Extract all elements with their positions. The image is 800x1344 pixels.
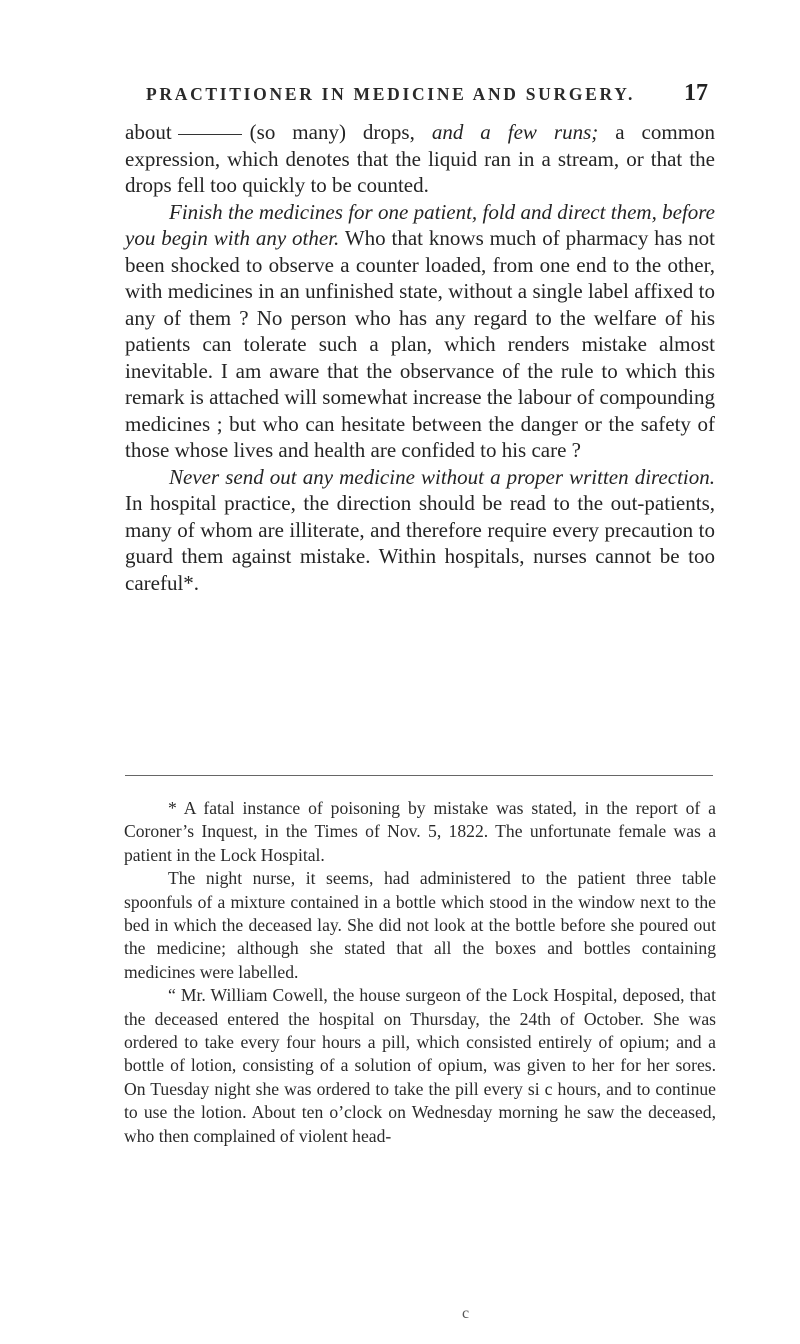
paragraph-text: Who that knows much of pharmacy has not been shocked to observe a counter loaded, from one end to the other, with medicines in an unfinished state, without a single label affixed to any of them ? No person who has any regard to the welfare of his patients can tolerate such a plan, which renders mistake almost inevitable. I am aware that the observance of the rule to which this remark is attached will somewhat increase the labour of compounding medicines ; but who can hesitate between the danger or the safety of those whose lives and health are confided to his care ? <box>125 226 715 462</box>
running-head <box>132 80 712 114</box>
rule-heading-italic: Finish the medicines for one patient, fold and direct them, before you begin with any other. <box>125 199 715 250</box>
paragraph-text: In hospital practice, the direction should be read to the out-patients, many of whom are illiterate, and therefore require every precaution to guard them against mistake. Within hospitals, nurses cannot be too careful*. <box>125 491 715 595</box>
page-number: 17 <box>684 80 708 106</box>
footnote <box>124 797 716 1148</box>
paragraph-text: (so many) drops, <box>249 120 415 144</box>
em-dash-rule <box>178 134 242 135</box>
footnote-paragraph: * A fatal instance of poisoning by mistake was stated, in the report of a Coroner’s Inquest, in the Times of Nov. 5, 1822. The unfortunate female was a patient in the Lock Hospital. <box>124 798 716 865</box>
paragraph-rule-written-direction <box>125 464 715 597</box>
paragraph-continuation <box>125 119 715 199</box>
paragraph-text: a common expression, which denotes that the liquid ran in a stream, or that the drops fell too quickly to be counted. <box>125 120 716 197</box>
footnote-paragraph: The night nurse, it seems, had administered to the patient three table spoonfuls of a mixture contained in a bottle which stood in the window next to the bed in which the deceased lay. She did not look at the bottle before she poured out the medicine; although she stated that all the boxes and bottles containing medicines were labelled. <box>124 868 716 982</box>
footnote-paragraph: “ Mr. William Cowell, the house surgeon of the Lock Hospital, deposed, that the deceased entered the hospital on Thursday, the 24th of October. She was ordered to take every four hours a pill, which consisted entirely of opium; and a bottle of lotion, consisting of a solution of opium, was given to her for her sores. On Tuesday night she was ordered to take the pill every si c hours, and to continue to use the lotion. About ten o’clock on Wednesday morning he saw the deceased, who then complained of violent head- <box>124 985 716 1146</box>
rule-heading-italic: Never send out any medicine without a proper written direction. <box>169 464 715 489</box>
paragraph-rule-finish-medicines <box>125 199 715 464</box>
signature-mark: c <box>462 1305 470 1322</box>
running-title: PRACTITIONER IN MEDICINE AND SURGERY. <box>146 84 636 104</box>
italic-phrase: and a few runs; <box>431 120 599 144</box>
main-text <box>125 119 715 596</box>
paragraph-lead-word: about <box>125 120 172 144</box>
footnote-separator <box>125 775 713 776</box>
